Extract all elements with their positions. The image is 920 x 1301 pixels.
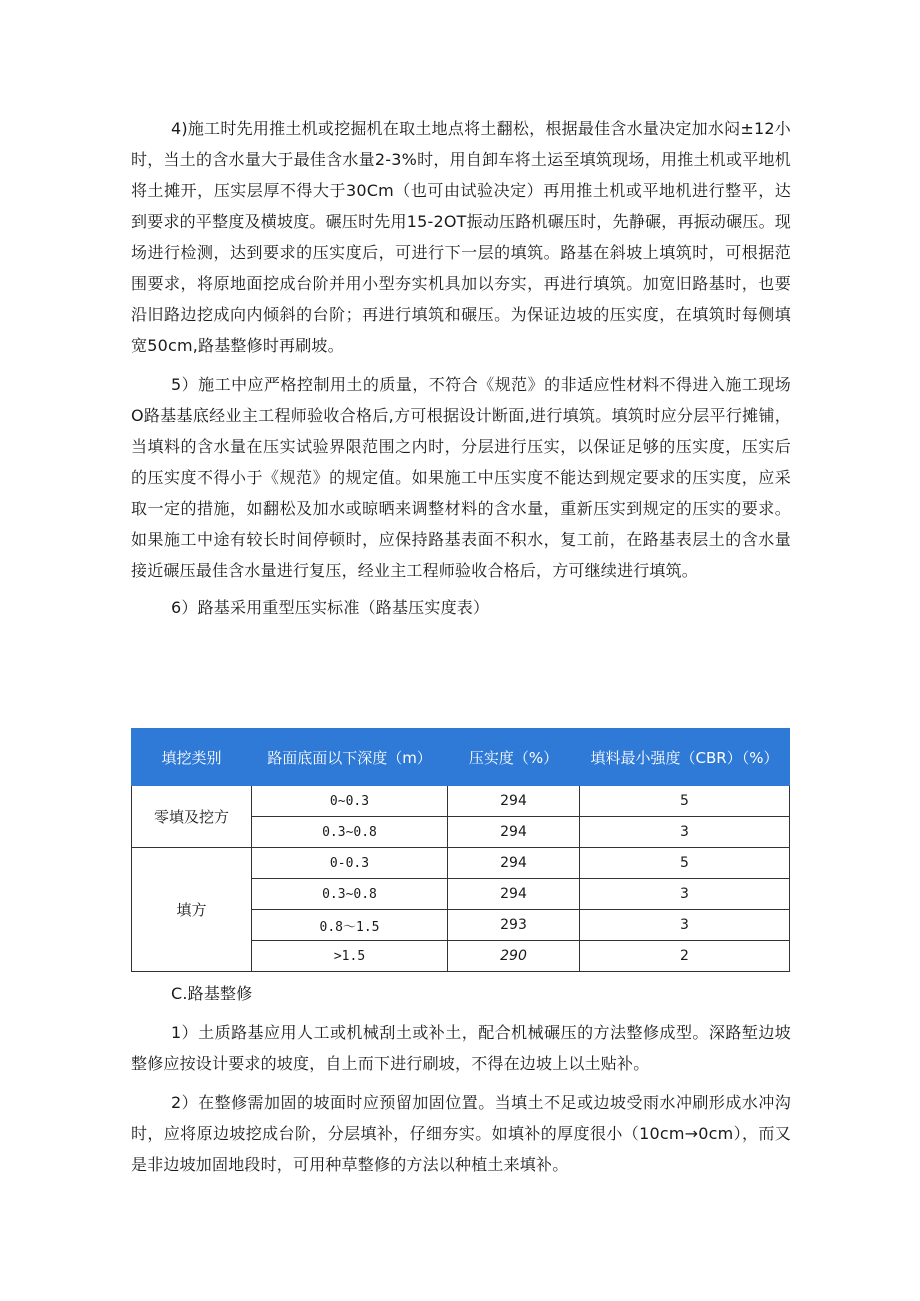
cell-compaction: 293: [448, 910, 580, 941]
table-row: [132, 786, 790, 817]
body-text-top: [131, 113, 791, 623]
cell-cbr: 3: [580, 817, 790, 848]
cell-cbr: 5: [580, 848, 790, 879]
header-category: 填挖类别: [132, 729, 252, 786]
group-label-fill: 填方: [132, 848, 252, 972]
cell-compaction: 294: [448, 848, 580, 879]
group-label-zero-fill-cut: 零填及挖方: [132, 786, 252, 848]
header-compaction: 压实度（%）: [448, 729, 580, 786]
cell-compaction: 294: [448, 786, 580, 817]
compaction-table: [131, 728, 790, 972]
cell-depth: >1.5: [252, 941, 448, 972]
table-header-row: [132, 729, 790, 786]
cell-cbr: 2: [580, 941, 790, 972]
paragraph-repair-2: 2）在整修需加固的坡面时应预留加固位置。当填土不足或边坡受雨水冲刷形成水冲沟时，应将原边坡挖成台阶，分层填补，仔细夯实。如填补的厚度很小（10cm→0cm），而又是非边坡加固地段时，可用种草整修的方法以种植土来填补。: [131, 1093, 791, 1174]
paragraph-5: 5）施工中应严格控制用土的质量，不符合《规范》的非适应性材料不得进入施工现场O路基基底经业主工程师验收合格后,方可根据设计断面,进行填筑。填筑时应分层平行摊铺，当填料的含水量在压实试验界限范围之内时，分层进行压实，以保证足够的压实度，压实后的压实度不得小于《规范》的规定值。如果施工中压实度不能达到规定要求的压实度，应采取一定的措施，如翻松及加水或晾晒来调整材料的含水量，重新压实到规定的压实的要求。如果施工中途有较长时间停顿时，应保持路基表面不积水，复工前，在路基表层土的含水量接近碾压最佳含水量进行复压，经业主工程师验收合格后，方可继续进行填筑。: [131, 375, 791, 580]
body-text-bottom: [131, 978, 791, 1180]
section-heading: C.路基整修: [171, 984, 253, 1003]
cell-depth: 0.3~0.8: [252, 879, 448, 910]
header-cbr: 填料最小强度（CBR）（%）: [580, 729, 790, 786]
header-depth: 路面底面以下深度（m）: [252, 729, 448, 786]
cell-compaction: 290: [448, 941, 580, 972]
cell-compaction: 294: [448, 817, 580, 848]
cell-cbr: 3: [580, 879, 790, 910]
cell-compaction: 294: [448, 879, 580, 910]
table-row: [132, 848, 790, 879]
cell-depth: 0.3~0.8: [252, 817, 448, 848]
cell-cbr: 5: [580, 786, 790, 817]
cell-depth: 0.8～1.5: [252, 910, 448, 941]
cell-cbr: 3: [580, 910, 790, 941]
paragraph-repair-1: 1）土质路基应用人工或机械刮土或补土，配合机械碾压的方法整修成型。深路堑边坡整修应按设计要求的坡度，自上而下进行刷坡，不得在边坡上以土贴补。: [131, 1023, 791, 1073]
paragraph-4: 4)施工时先用推土机或挖掘机在取土地点将土翻松，根据最佳含水量决定加水闷±12小时，当土的含水量大于最佳含水量2-3%时，用自卸车将土运至填筑现场，用推土机或平地机将土摊开，压实层厚不得大于30Cm（也可由试验决定）再用推土机或平地机进行整平，达到要求的平整度及横坡度。碾压时先用15-2OT振动压路机碾压时，先静碾，再振动碾压。现场进行检测，达到要求的压实度后，可进行下一层的填筑。路基在斜坡上填筑时，可根据范围要求，将原地面挖成台阶并用小型夯实机具加以夯实，再进行填筑。加宽旧路基时，也要沿旧路边挖成向内倾斜的台阶；再进行填筑和碾压。为保证边坡的压实度，在填筑时每侧填宽50cm,路基整修时再刷坡。: [131, 119, 791, 355]
cell-depth: 0~0.3: [252, 786, 448, 817]
cell-depth: 0-0.3: [252, 848, 448, 879]
table-caption: 6）路基采用重型压实标准（路基压实度表）: [171, 598, 490, 617]
